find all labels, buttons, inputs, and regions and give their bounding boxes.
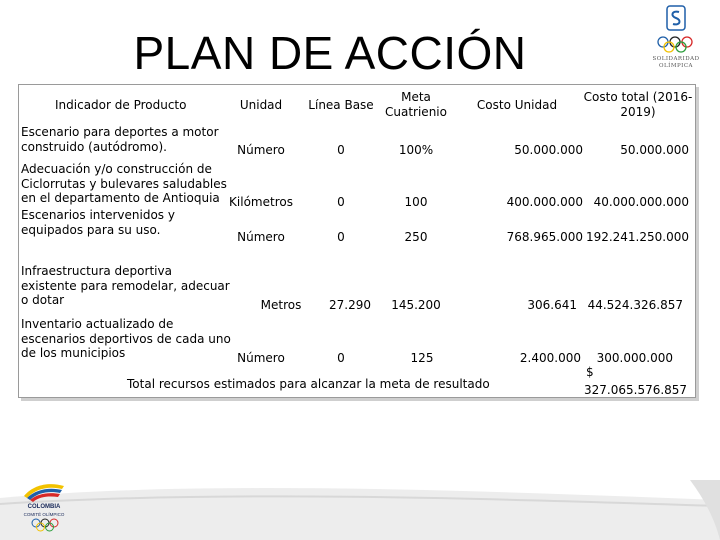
colombia-flag-icon <box>16 478 72 504</box>
cell-costo-total: 40.000.000.000 <box>593 195 689 209</box>
indicator-line: de los municipios <box>21 346 126 360</box>
header-linea-base: Línea Base <box>308 98 374 112</box>
logo-bottom-caption: COLOMBIA <box>27 504 61 510</box>
solidaridad-olimpica-logo <box>648 4 704 80</box>
total-value: 327.065.576.857 <box>584 383 688 397</box>
cell-unidad: Número <box>237 351 285 365</box>
header-costo-unidad: Costo Unidad <box>476 98 558 112</box>
cell-costo-unidad: 400.000.000 <box>506 195 583 209</box>
cell-costo-total: 300.000.000 <box>596 351 673 365</box>
cell-linea-base: 0 <box>337 143 345 157</box>
indicator-line: escenarios deportivos de cada uno <box>21 331 231 346</box>
logo-bottom-subcaption: COMITÉ OLÍMPICO <box>23 512 65 517</box>
colombia-olympic-committee-logo <box>16 478 72 532</box>
table-row-indicator <box>21 317 231 361</box>
slide-title: PLAN DE ACCIÓN <box>133 27 527 79</box>
indicator-line: Adecuación y/o construcción de <box>21 162 212 176</box>
cell-unidad: Kilómetros <box>229 195 293 209</box>
indicator-line: equipados para su uso. <box>21 222 161 237</box>
cell-costo-total: 44.524.326.857 <box>587 298 683 312</box>
cell-linea-base: 0 <box>337 195 345 209</box>
table-row-indicator <box>21 264 231 308</box>
header-meta-line1: Meta <box>401 90 431 104</box>
table-row-indicator <box>21 208 231 237</box>
indicator-line: Escenarios intervenidos y <box>21 208 175 222</box>
header-unidad: Unidad <box>239 98 283 112</box>
cell-meta: 250 <box>404 230 428 244</box>
indicator-line: Inventario actualizado de <box>21 317 174 331</box>
cell-costo-unidad: 306.641 <box>527 298 577 312</box>
header-meta-line2: Cuatrienio <box>385 105 447 119</box>
indicator-line: o dotar <box>21 293 65 307</box>
indicator-line: existente para remodelar, adecuar <box>21 278 230 293</box>
indicator-line: en el departamento de Antioquia <box>21 191 220 205</box>
cell-costo-unidad: 2.400.000 <box>519 351 581 365</box>
decorative-wave <box>0 440 720 540</box>
cell-linea-base: 0 <box>337 230 345 244</box>
header-costo-total-line2: 2019) <box>620 105 656 119</box>
cell-costo-total: 50.000.000 <box>620 143 689 157</box>
olympic-rings-icon <box>648 4 704 56</box>
total-label: Total recursos estimados para alcanzar la meta de resultado <box>127 377 490 391</box>
cell-costo-unidad: 50.000.000 <box>514 143 583 157</box>
total-currency: $ <box>586 365 594 379</box>
indicator-line: construido (autódromo). <box>21 139 167 154</box>
cell-meta: 125 <box>410 351 434 365</box>
logo-caption: SOLIDARIDAD OLÍMPICA <box>652 56 700 69</box>
table-row-indicator <box>21 162 231 206</box>
action-plan-table <box>18 84 696 398</box>
cell-unidad: Número <box>237 230 285 244</box>
cell-costo-unidad: 768.965.000 <box>506 230 583 244</box>
header-costo-total-line1: Costo total (2016- <box>583 90 693 104</box>
cell-meta: 100% <box>398 143 434 157</box>
cell-costo-total: 192.241.250.000 <box>585 230 689 244</box>
indicator-line: Ciclorrutas y bulevares saludables <box>21 176 227 191</box>
cell-linea-base: 27.290 <box>329 298 371 312</box>
cell-linea-base: 0 <box>337 351 345 365</box>
cell-unidad: Número <box>237 143 285 157</box>
header-indicador: Indicador de Producto <box>55 98 187 112</box>
indicator-line: Escenario para deportes a motor <box>21 125 219 139</box>
cell-unidad: Metros <box>260 298 302 312</box>
cell-meta: 100 <box>404 195 428 209</box>
cell-meta: 145.200 <box>391 298 441 312</box>
indicator-line: Infraestructura deportiva <box>21 264 172 278</box>
olympic-rings-icon <box>30 518 60 532</box>
table-row-indicator <box>21 125 231 154</box>
